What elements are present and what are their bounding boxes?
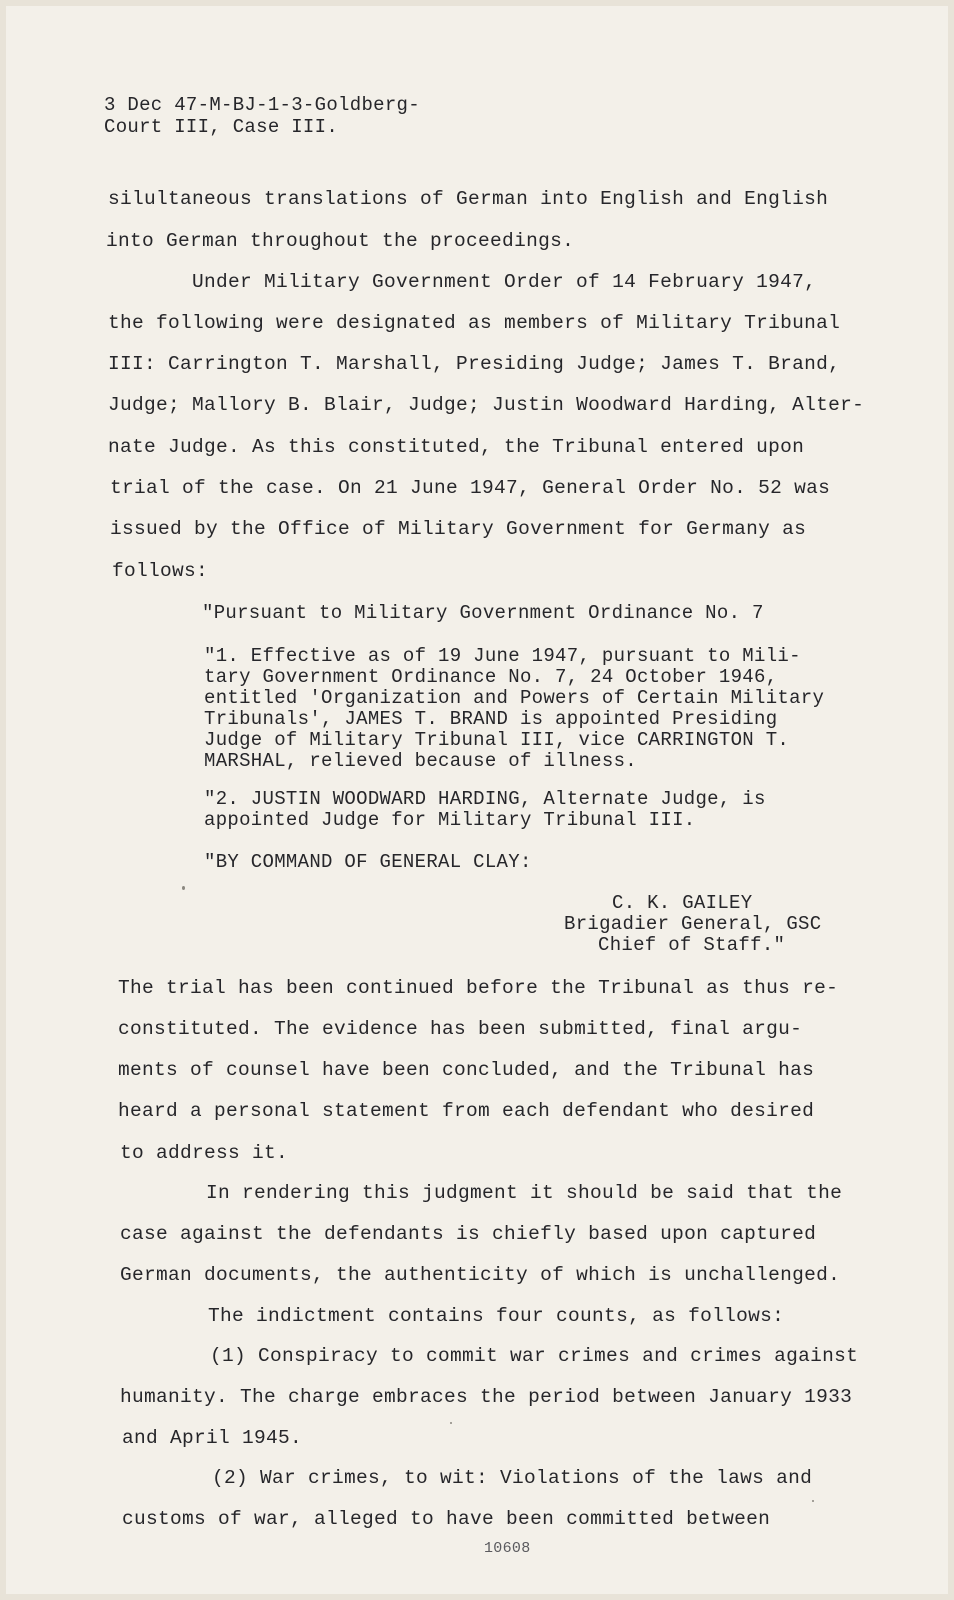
order-title: "Pursuant to Military Government Ordinance No. 7 [202,602,764,624]
count-2-line: customs of war, alleged to have been committed between [122,1508,771,1530]
signature-rank: Brigadier General, GSC [564,913,822,935]
order-command: "BY COMMAND OF GENERAL CLAY: [204,851,532,873]
signature-name: C. K. GAILEY [612,892,753,914]
paper-speck [182,886,185,890]
paragraph-3-line: constituted. The evidence has been submitted, final argu- [118,1018,803,1040]
paragraph-3-line: to address it. [120,1142,289,1164]
paragraph-2-line: Under Military Government Order of 14 February 1947, [192,271,817,293]
order-item-1-line: Tribunals', JAMES T. BRAND is appointed Presiding [204,708,778,730]
paragraph-2-line: issued by the Office of Military Government for Germany as [110,518,807,540]
header-line-2: Court III, Case III. [104,116,339,138]
paragraph-4-line: case against the defendants is chiefly based upon captured [120,1223,817,1245]
order-item-1-line: MARSHAL, relieved because of illness. [204,750,637,772]
count-1-line: humanity. The charge embraces the period between January 1933 [120,1386,853,1408]
order-item-1-line: tary Government Ordinance No. 7, 24 October 1946, [204,666,778,688]
paragraph-2-line: trial of the case. On 21 June 1947, General Order No. 52 was [110,477,831,499]
count-1-line: (1) Conspiracy to commit war crimes and crimes against [210,1345,859,1367]
paragraph-3-line: The trial has been continued before the Tribunal as thus re- [118,977,839,999]
page-number: 10608 [484,1540,531,1557]
paragraph-2-line: follows: [112,560,209,582]
order-item-1-line: Judge of Military Tribunal III, vice CARRINGTON T. [204,729,790,751]
paragraph-1-line: silultaneous translations of German into English and English [108,188,829,210]
paragraph-2-line: the following were designated as members of Military Tribunal [108,312,841,334]
count-1-line: and April 1945. [122,1427,303,1449]
paragraph-3-line: heard a personal statement from each defendant who desired [118,1100,815,1122]
header-line-1: 3 Dec 47-M-BJ-1-3-Goldberg- [104,94,420,116]
order-item-1-line: entitled 'Organization and Powers of Certain Military [204,687,825,709]
paper-speck [812,1500,814,1502]
count-2-line: (2) War crimes, to wit: Violations of the laws and [212,1467,813,1489]
paragraph-2-line: Judge; Mallory B. Blair, Judge; Justin Woodward Harding, Alter- [108,394,865,416]
paragraph-3-line: ments of counsel have been concluded, and the Tribunal has [118,1059,815,1081]
paragraph-4-line: In rendering this judgment it should be said that the [206,1182,843,1204]
order-item-1-line: "1. Effective as of 19 June 1947, pursuant to Mili- [204,645,801,667]
paper-speck [450,1422,452,1424]
paragraph-5-line: The indictment contains four counts, as follows: [208,1305,785,1327]
paragraph-1-line: into German throughout the proceedings. [106,230,575,252]
order-item-2-line: "2. JUSTIN WOODWARD HARDING, Alternate Judge, is [204,788,766,810]
paragraph-2-line: III: Carrington T. Marshall, Presiding Judge; James T. Brand, [108,353,841,375]
paragraph-4-line: German documents, the authenticity of which is unchallenged. [120,1264,841,1286]
signature-title: Chief of Staff." [598,934,786,956]
paragraph-2-line: nate Judge. As this constituted, the Tribunal entered upon [108,436,805,458]
order-item-2-line: appointed Judge for Military Tribunal III. [204,809,696,831]
